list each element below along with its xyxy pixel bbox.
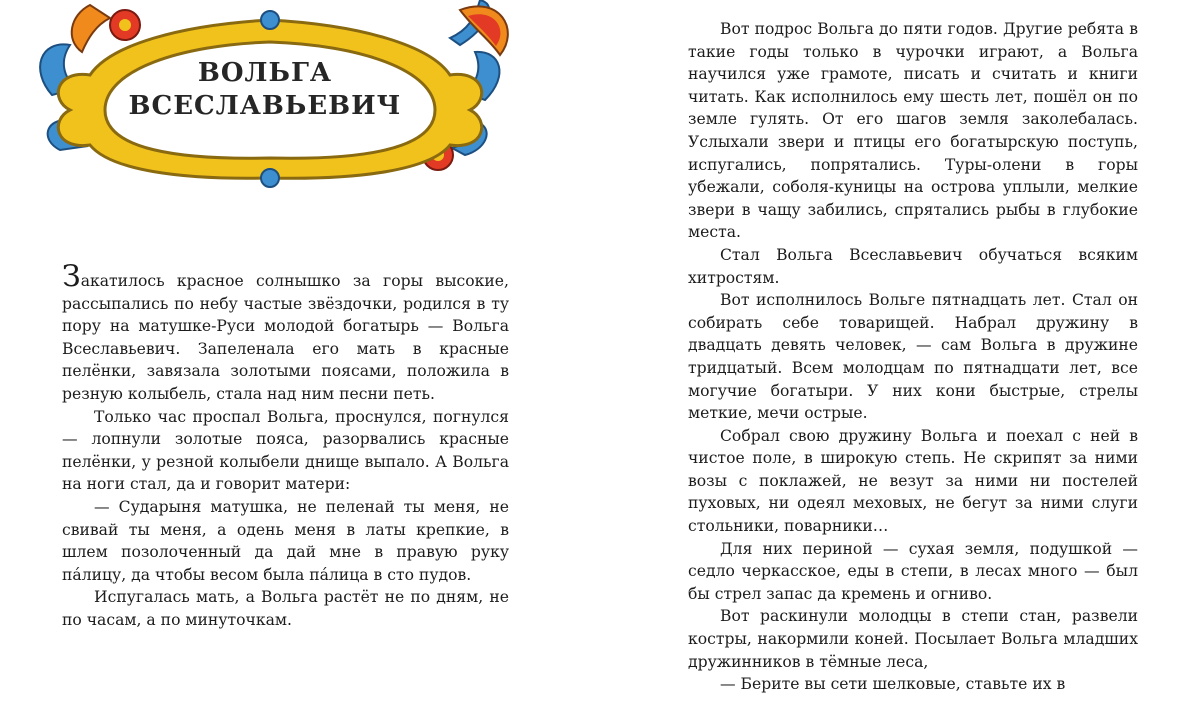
paragraph: Вот исполнилось Вольге пятнадцать лет. Стал он собирать себе товарищей. Набрал дружину в двадцать девять человек, — сам Вольга в дружине тридцатый. Всем молодцам по пятнадцати лет, все могучие богатыри. У них кони быстрые, стрелы меткие, мечи острые. <box>688 291 1138 423</box>
title-line-2: ВСЕСЛАВЬЕВИЧ <box>128 91 402 121</box>
right-page <box>597 0 1194 727</box>
paragraph: Испугалась мать, а Вольга растёт не по дням, не по часам, а по минуточкам. <box>62 588 509 629</box>
paragraph: Вот раскинули молодцы в степи стан, развели костры, накормили коней. Посылает Вольга младших дружинников в тёмные леса, <box>688 607 1138 671</box>
drop-cap: З <box>62 259 81 294</box>
paragraph: — Сударыня матушка, не пеленай ты меня, не свивай ты меня, а одень меня в латы крепкие, в шлем позолоченный да дай мне в правую руку пáлицу, да чтобы весом была пáлица в сто пудов. <box>62 497 509 584</box>
paragraph: — Берите вы сети шелковые, ставьте их в <box>720 675 1066 694</box>
paragraph: Стал Вольга Всеславьевич обучаться всяким хитростям. <box>688 245 1138 287</box>
title-header <box>30 0 530 190</box>
title-line-1: ВОЛЬГА <box>197 58 333 88</box>
paragraph: Вот подрос Вольга до пяти годов. Другие ребята в такие годы только в чурочки играют, а Вольга научился уже грамоте, писать и считать и книги читать. Как исполнилось ему шесть лет, пошёл он по земле гулять. От его шагов земля заколебалась. Услыхали звери и птицы его богатырскую поступь, испугались, попрятались. Туры-олени в горы убежали, соболя-куницы на острова уплыли, мелкие звери в чащу забились, спрятались рыбы в глубокие места. <box>688 20 1138 242</box>
page-title <box>127 57 403 123</box>
left-page-text <box>62 259 509 632</box>
paragraph: Для них периной — сухая земля, подушкой — седло черкасское, еды в степи, в лесах много — был бы стрел запас да кремень и огниво. <box>688 539 1138 603</box>
paragraph: Собрал свою дружину Вольга и поехал с ней в чистое поле, в широкую степь. Не скрипят за ними возы с поклажей, не везут за ними ни постелей пуховых, ни одеял меховых, не бегут за ними слуги стольники, поварники… <box>688 426 1138 536</box>
paragraph <box>62 259 509 406</box>
right-page-text <box>688 18 1138 696</box>
paragraph: Только час проспал Вольга, проснулся, погнулся — лопнули золотые пояса, разорвались красные пелёнки, у резной колыбели днище выпало. А Вольга на ноги стал, да и говорит матери: <box>62 407 509 494</box>
paragraph-text: акатилось красное солнышко за горы высокие, рассыпались по небу частые звёздочки, родился в ту пору на матушке-Руси молодой богатырь — Вольга Всеславьевич. Запеленала его мать в красные пелёнки, завязала золотыми поясами, положила в резную колыбель, стала над ним песни петь. <box>62 272 509 403</box>
